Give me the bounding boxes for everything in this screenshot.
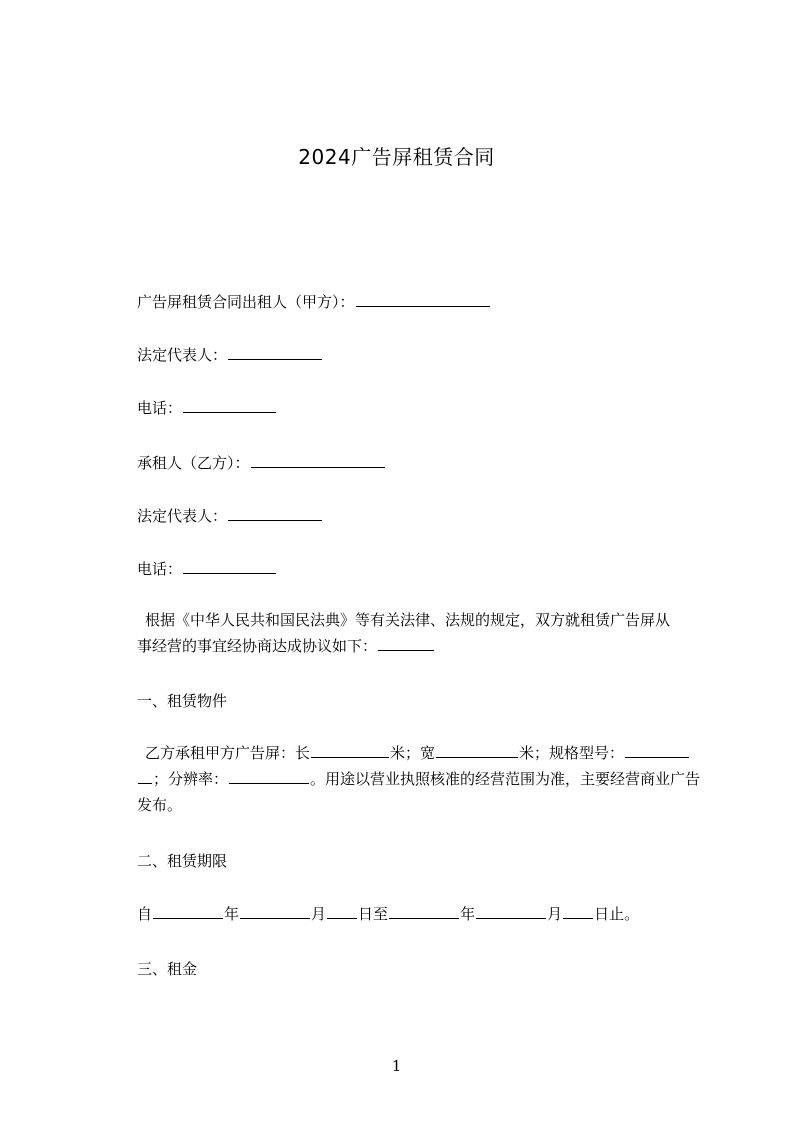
lessee-label: 承租人（乙方）：	[137, 454, 250, 472]
lessor-label: 广告屏租赁合同出租人（甲方）：	[137, 293, 355, 311]
end-month-blank[interactable]	[476, 904, 546, 919]
lessor-line	[137, 292, 491, 312]
term-month: 月	[311, 905, 327, 923]
resolution-blank[interactable]	[229, 769, 309, 784]
model-blank-cont[interactable]	[138, 769, 152, 784]
section2-heading: 二、租赁期限	[137, 852, 228, 870]
term-year: 年	[224, 905, 240, 923]
lessee-phone-line	[137, 559, 277, 579]
term-month2: 月	[547, 905, 563, 923]
intro-text-a: 根据《中华人民共和国民法典》等有关法律、法规的规定，双方就租赁广告屏从	[145, 611, 671, 629]
section3-heading: 三、租金	[137, 960, 198, 978]
section1-text-length: 乙方承租甲方广告屏：长	[145, 744, 311, 762]
intro-paragraph	[137, 607, 705, 659]
model-blank[interactable]	[625, 743, 689, 758]
term-line	[137, 904, 639, 924]
length-blank[interactable]	[311, 743, 389, 758]
lessor-blank[interactable]	[356, 292, 490, 307]
document-title: 2024广告屏租赁合同	[298, 145, 495, 169]
lessor-rep-line	[137, 345, 323, 365]
section1-text-width: 米；宽	[390, 744, 436, 762]
lessee-rep-line	[137, 506, 323, 526]
width-blank[interactable]	[436, 743, 518, 758]
lessor-phone-blank[interactable]	[183, 398, 276, 413]
lessee-phone-label: 电话：	[137, 560, 183, 578]
lessee-blank[interactable]	[251, 453, 385, 468]
lessor-rep-label: 法定代表人：	[137, 346, 228, 364]
lessor-phone-label: 电话：	[137, 399, 183, 417]
term-from: 自	[137, 905, 153, 923]
section1-text-resolution: ；分辨率：	[153, 770, 229, 788]
term-day-to: 日至	[358, 905, 389, 923]
section1-heading: 一、租赁物件	[137, 692, 228, 710]
intro-blank[interactable]	[378, 636, 434, 651]
term-year2: 年	[460, 905, 476, 923]
end-day-blank[interactable]	[563, 904, 593, 919]
lessee-rep-label: 法定代表人：	[137, 507, 228, 525]
section1-text-model: 米；规格型号：	[519, 744, 625, 762]
section1-text-end: 发布。	[137, 796, 183, 814]
section1-paragraph	[137, 740, 705, 818]
lessor-rep-blank[interactable]	[228, 345, 322, 360]
start-day-blank[interactable]	[327, 904, 357, 919]
lessor-phone-line	[137, 398, 277, 418]
lessee-phone-blank[interactable]	[183, 559, 276, 574]
lessee-rep-blank[interactable]	[228, 506, 322, 521]
intro-text-b: 事经营的事宜经协商达成协议如下：	[137, 637, 378, 655]
lessee-line	[137, 453, 386, 473]
start-year-blank[interactable]	[153, 904, 223, 919]
start-month-blank[interactable]	[240, 904, 310, 919]
term-day-end: 日止。	[594, 905, 640, 923]
page-number: 1	[391, 1057, 402, 1075]
end-year-blank[interactable]	[389, 904, 459, 919]
section1-text-usage: 。用途以营业执照核准的经营范围为准，主要经营商业广告	[310, 770, 701, 788]
